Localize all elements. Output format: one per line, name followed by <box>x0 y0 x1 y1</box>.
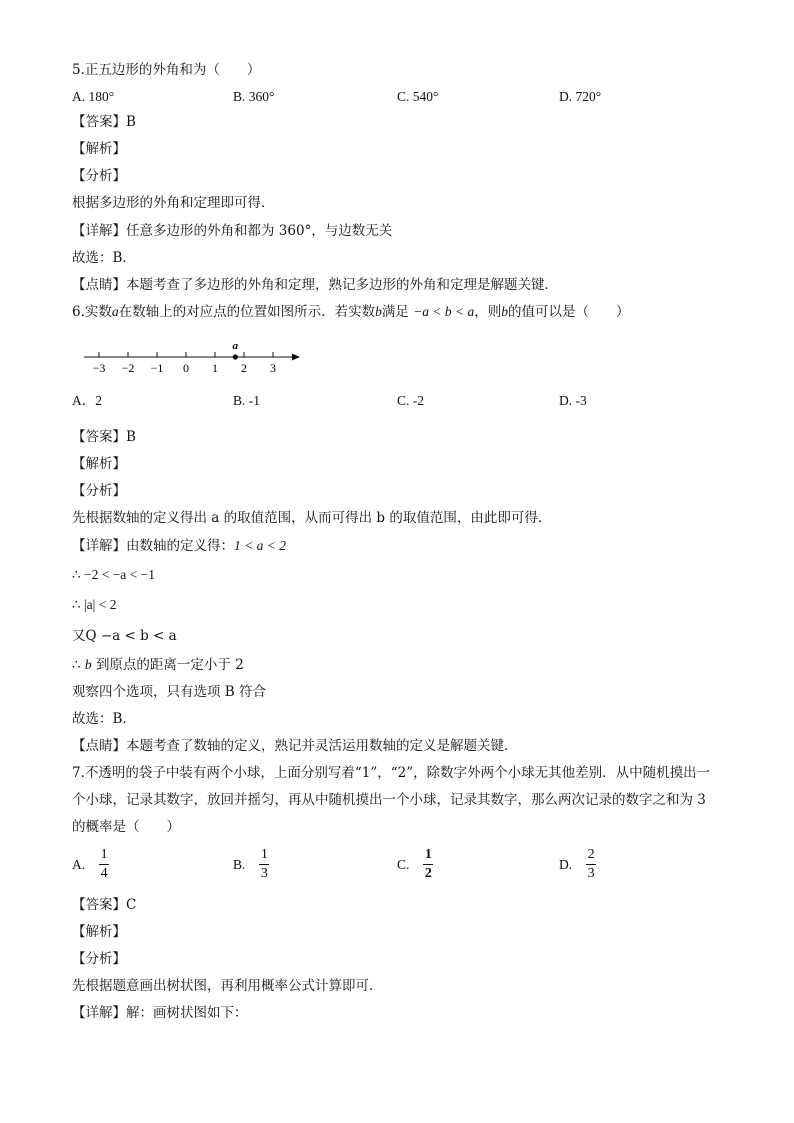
q7-option-d-numerator: 2 <box>587 847 595 862</box>
q6-stem-part-5: 的值可以是（ ） <box>508 304 630 320</box>
q7-fenxi-heading: 【分析】 <box>72 951 126 967</box>
q5-choose: 故选：B． <box>72 250 136 266</box>
q6-stem-part-4: ，则 <box>474 304 502 320</box>
number-line-figure <box>80 336 310 378</box>
q7-option-b <box>233 847 269 882</box>
q7-option-b-label: B. <box>233 856 246 872</box>
q6-option-c: C. -2 <box>397 393 424 408</box>
q6-step-4-therefore: ∴ <box>72 657 81 673</box>
number-line-tick-label: −1 <box>150 361 164 375</box>
q6-option-d: D. -3 <box>559 393 587 408</box>
q6-stem-inequality: −a < b < a <box>413 304 475 319</box>
q6-step-4-var: b <box>84 657 92 672</box>
q6-step-3: 又Q −a < b < a <box>72 628 177 644</box>
q6-observe: 观察四个选项，只有选项 B 符合 <box>72 684 267 700</box>
number-line-tick-label: 3 <box>270 361 276 375</box>
q7-option-a-numerator: 1 <box>100 847 108 862</box>
q6-stem-var-b2: b <box>501 304 509 319</box>
q6-comment: 【点睛】本题考查了数轴的定义，熟记并灵活运用数轴的定义是解题关键． <box>72 738 518 754</box>
q7-analysis: 先根据题意画出树状图，再利用概率公式计算即可． <box>72 978 383 994</box>
q6-stem-part-1: 6.实数 <box>72 304 112 320</box>
q5-fenxi-heading: 【分析】 <box>72 168 126 184</box>
q7-option-b-fraction <box>259 847 269 882</box>
q7-stem-line-1: 7.不透明的袋子中装有两个小球，上面分别写着“1”，“2”，除数字外两个小球无其他差别．从中随机摸出一 <box>72 765 711 781</box>
q7-option-c-denominator: 2 <box>424 866 432 881</box>
q6-option-a: A．2 <box>72 393 102 408</box>
fraction-bar <box>423 864 433 865</box>
q6-choose: 故选：B． <box>72 711 136 727</box>
q5-option-c: C. 540° <box>397 89 439 104</box>
q6-analysis: 先根据数轴的定义得出 a 的取值范围，从而可得出 b 的取值范围，由此即可得． <box>72 510 552 526</box>
q6-fenxi-heading: 【分析】 <box>72 483 126 499</box>
q6-detail-inequality: 1 < a < 2 <box>234 538 286 553</box>
fraction-bar <box>586 864 596 865</box>
number-line-tick-label: 0 <box>183 361 189 375</box>
number-line-point-label: a <box>232 340 239 352</box>
q5-jiexi-heading: 【解析】 <box>72 141 126 157</box>
q6-stem-part-3: 满足 <box>381 304 409 320</box>
q6-jiexi-heading: 【解析】 <box>72 456 126 472</box>
q5-option-d: D. 720° <box>559 89 602 104</box>
number-line-point-a <box>233 354 238 359</box>
q7-option-c-numerator: 1 <box>424 847 432 862</box>
q7-stem-line-3: 的概率是（ ） <box>72 819 180 835</box>
q5-stem: 5.正五边形的外角和为（ ） <box>72 62 261 78</box>
q6-answer: 【答案】B <box>72 429 136 445</box>
q7-option-d-label: D. <box>559 856 573 872</box>
q5-comment: 【点睛】本题考查了多边形的外角和定理，熟记多边形的外角和定理是解题关键． <box>72 277 558 293</box>
number-line-tick-label: −2 <box>121 361 135 375</box>
q7-answer: 【答案】C <box>72 897 137 913</box>
q6-step-1: ∴ −2 < −a < −1 <box>72 567 156 582</box>
q6-detail-heading: 【详解】由数轴的定义得： <box>72 538 234 554</box>
q7-option-d-denominator: 3 <box>587 866 595 881</box>
q7-option-c-label: C. <box>397 856 410 872</box>
q7-option-b-numerator: 1 <box>260 847 268 862</box>
q6-step-4 <box>72 656 244 674</box>
q6-stem-var-a: a <box>111 304 119 319</box>
fraction-bar <box>259 864 269 865</box>
number-line-tick-label: −3 <box>92 361 106 375</box>
q6-stem-part-2: 在数轴上的对应点的位置如图所示．若实数 <box>118 304 376 320</box>
q7-option-d <box>559 847 596 882</box>
number-line-ticks <box>93 352 276 375</box>
q7-option-a-label: A. <box>72 856 86 872</box>
q5-option-a: A. 180° <box>72 89 115 104</box>
q6-step-2: ∴ |a| < 2 <box>72 597 117 612</box>
q7-detail: 【详解】解：画树状图如下： <box>72 1005 248 1021</box>
fraction-bar <box>99 864 109 865</box>
q7-jiexi-heading: 【解析】 <box>72 924 126 940</box>
number-line-tick-label: 2 <box>241 361 247 375</box>
q7-option-d-fraction <box>586 847 596 882</box>
q6-step-4-text: 到原点的距离一定小于 2 <box>95 657 244 673</box>
q7-option-a-denominator: 4 <box>100 866 108 881</box>
q5-option-b: B. 360° <box>233 89 275 104</box>
q7-stem-line-2: 个小球，记录其数字，放回并摇匀，再从中随机摸出一个小球，记录其数字，那么两次记录的数字之和为 3 <box>72 792 706 808</box>
q7-option-c <box>397 847 433 882</box>
q6-stem-var-b: b <box>375 304 382 319</box>
q7-option-c-fraction <box>423 847 433 882</box>
number-line-tick-label: 1 <box>212 361 218 375</box>
q6-option-b: B. -1 <box>233 393 260 408</box>
q5-analysis: 根据多边形的外角和定理即可得． <box>72 195 275 211</box>
number-line-arrow-icon <box>292 354 300 361</box>
q6-detail <box>72 537 286 555</box>
q5-answer: 【答案】B <box>72 114 136 130</box>
q7-option-a-fraction <box>99 847 109 882</box>
q5-detail: 【详解】任意多边形的外角和都为 360°，与边数无关 <box>72 223 393 239</box>
q7-option-b-denominator: 3 <box>260 866 268 881</box>
q6-stem <box>72 303 630 321</box>
q7-option-a <box>72 847 109 882</box>
